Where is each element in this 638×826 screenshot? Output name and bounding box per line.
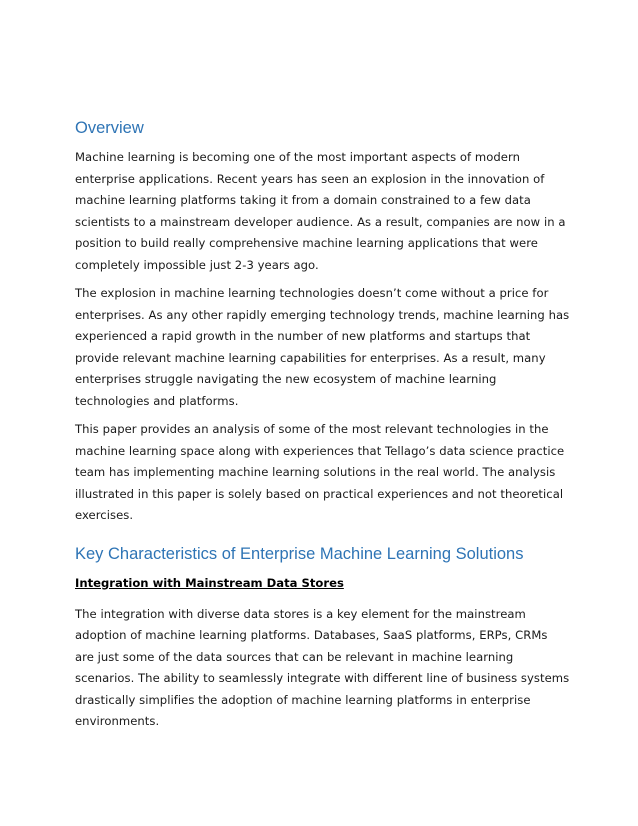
text-line: illustrated in this paper is solely based on practical experiences and not theoretical <box>75 486 564 501</box>
integration-paragraph <box>75 604 570 733</box>
text-line: enterprises. As any other rapidly emerging technology trends, machine learning has <box>75 307 570 322</box>
key-characteristics-heading: Key Characteristics of Enterprise Machine Learning Solutions <box>75 544 524 563</box>
text-line: The integration with diverse data stores is a key element for the mainstream <box>75 606 526 621</box>
overview-heading: Overview <box>75 119 144 137</box>
text-line: experienced a rapid growth in the number of new platforms and startups that <box>75 329 531 343</box>
text-line: enterprises struggle navigating the new ecosystem of machine learning <box>75 372 497 386</box>
text-line: team has implementing machine learning solutions in the real world. The analysis <box>75 465 556 479</box>
text-line: Machine learning is becoming one of the most important aspects of modern <box>75 150 520 164</box>
overview-paragraph-1 <box>75 147 570 276</box>
integration-subheading: Integration with Mainstream Data Stores <box>75 575 344 590</box>
overview-paragraph-2 <box>75 283 570 412</box>
text-line: scenarios. The ability to seamlessly integrate with different line of business systems <box>75 671 570 685</box>
overview-paragraph-3 <box>75 419 570 527</box>
page-content <box>75 117 570 733</box>
text-line: technologies and platforms. <box>75 393 239 408</box>
text-line: are just some of the data sources that can be relevant in machine learning <box>75 649 514 664</box>
text-line: The explosion in machine learning technologies doesn’t come without a price for <box>75 286 549 300</box>
text-line: provide relevant machine learning capabilities for enterprises. As a result, many <box>75 350 546 365</box>
text-line: machine learning space along with experiences that Tellago’s data science practice <box>75 443 565 458</box>
text-line: enterprise applications. Recent years has seen an explosion in the innovation of <box>75 171 545 186</box>
text-line: position to build really comprehensive machine learning applications that were <box>75 236 538 250</box>
text-line: completely impossible just 2-3 years ago. <box>75 257 319 272</box>
text-line: machine learning platforms taking it from a domain constrained to a few data <box>75 193 531 207</box>
text-line: adoption of machine learning platforms. Databases, SaaS platforms, ERPs, CRMs <box>75 628 548 642</box>
text-line: environments. <box>75 714 160 728</box>
text-line: exercises. <box>75 508 134 522</box>
text-line: scientists to a mainstream developer audience. As a result, companies are now in a <box>75 214 566 229</box>
text-line: This paper provides an analysis of some of the most relevant technologies in the <box>75 422 549 436</box>
text-line: drastically simplifies the adoption of machine learning platforms in enterprise <box>75 692 531 707</box>
